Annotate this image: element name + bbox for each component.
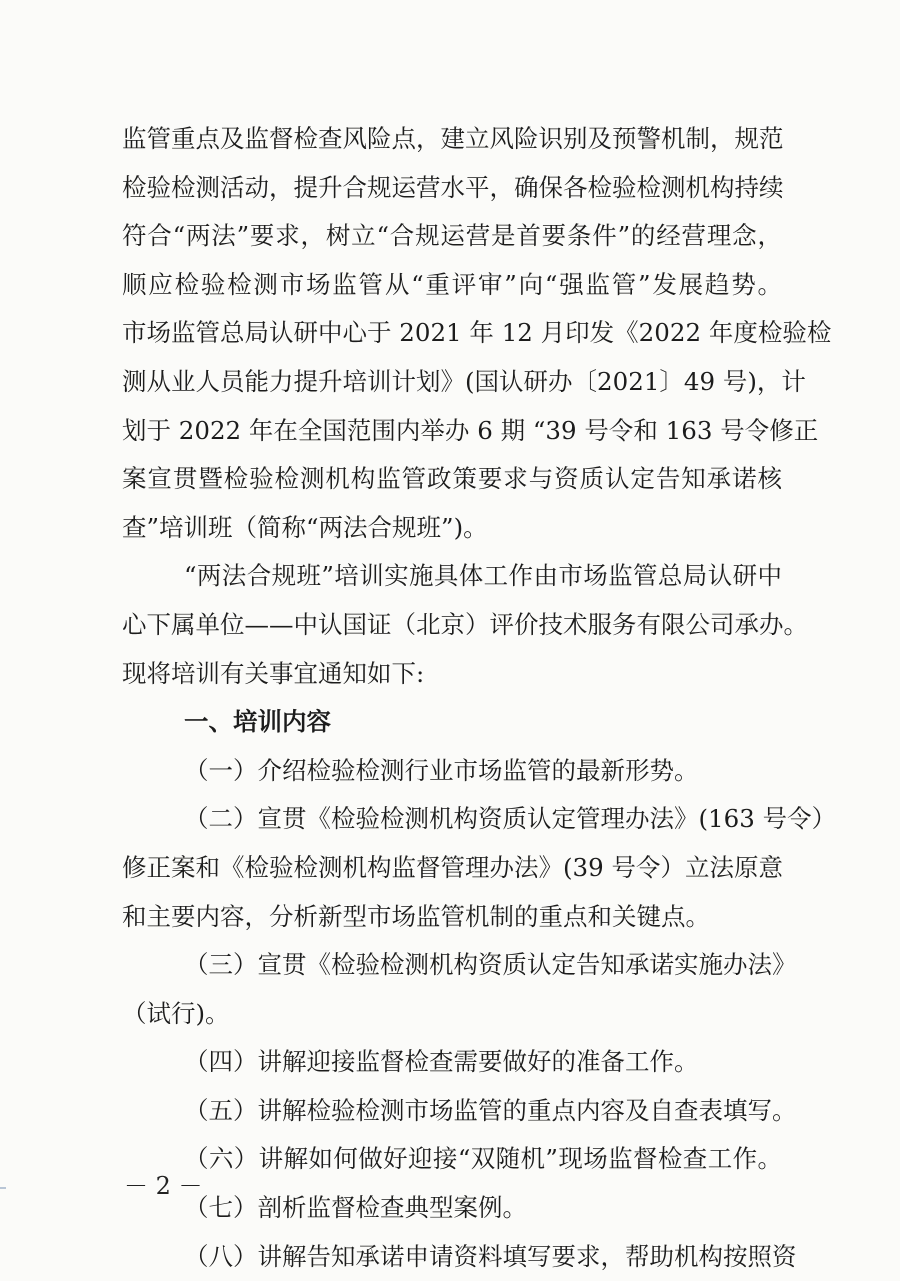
body-text [122, 115, 837, 1281]
text-line: 和主要内容，分析新型市场监管机制的重点和关键点。 [122, 901, 710, 931]
text-line: 划于 2022 年在全国范围内举办 6 期 “39 号令和 163 号令修正 [122, 415, 819, 445]
text-line: 查”培训班（简称“两法合规班”)。 [122, 512, 488, 542]
list-item: （七）剖析监督检查典型案例。 [184, 1193, 527, 1223]
text-line: 检验检测活动，提升合规运营水平，确保各检验检测机构持续 [122, 172, 784, 202]
text-line: 现将培训有关事宜通知如下: [122, 658, 425, 688]
list-item: （二）宣贯《检验检测机构资质认定管理办法》(163 号令） [184, 804, 837, 834]
text-line: （试行)。 [122, 998, 230, 1028]
list-item: （八）讲解告知承诺申请资料填写要求，帮助机构按照资 [184, 1241, 797, 1271]
list-item: （四）讲解迎接监督检查需要做好的准备工作。 [184, 1047, 699, 1077]
text-line: 监管重点及监督检查风险点，建立风险识别及预警机制，规范 [122, 124, 784, 153]
list-item: （五）讲解检验检测市场监管的重点内容及自查表填写。 [184, 1095, 797, 1125]
list-item: （一）介绍检验检测行业市场监管的最新形势。 [184, 755, 699, 785]
list-item: （六）讲解如何做好迎接“双随机”现场监督检查工作。 [184, 1144, 782, 1174]
text-line: 市场监管总局认研中心于 2021 年 12 月印发《2022 年度检验检 [122, 318, 832, 348]
text-line: 案宣贯暨检验检测机构监管政策要求与资质认定告知承诺核 [122, 464, 782, 494]
text-line: 符合“两法”要求，树立“合规运营是首要条件”的经营理念， [122, 221, 782, 251]
section-heading: 一、培训内容 [184, 707, 331, 737]
text-line: “两法合规班”培训实施具体工作由市场监管总局认研中 [184, 561, 782, 591]
text-line: 修正案和《检验检测机构监督管理办法》(39 号令）立法原意 [122, 852, 784, 882]
page-number: － 2 － [124, 1172, 203, 1200]
text-line: 测从业人员能力提升培训计划》(国认研办〔2021〕49 号)，计 [122, 366, 806, 396]
text-line: 顺应检验检测市场监管从“重评审”向“强监管”发展趋势。 [122, 269, 782, 299]
text-line: 心下属单位——中认国证（北京）评价技术服务有限公司承办。 [122, 609, 808, 639]
list-item: （三）宣贯《检验检测机构资质认定告知承诺实施办法》 [184, 950, 797, 980]
scan-edge-mark [0, 1187, 6, 1189]
